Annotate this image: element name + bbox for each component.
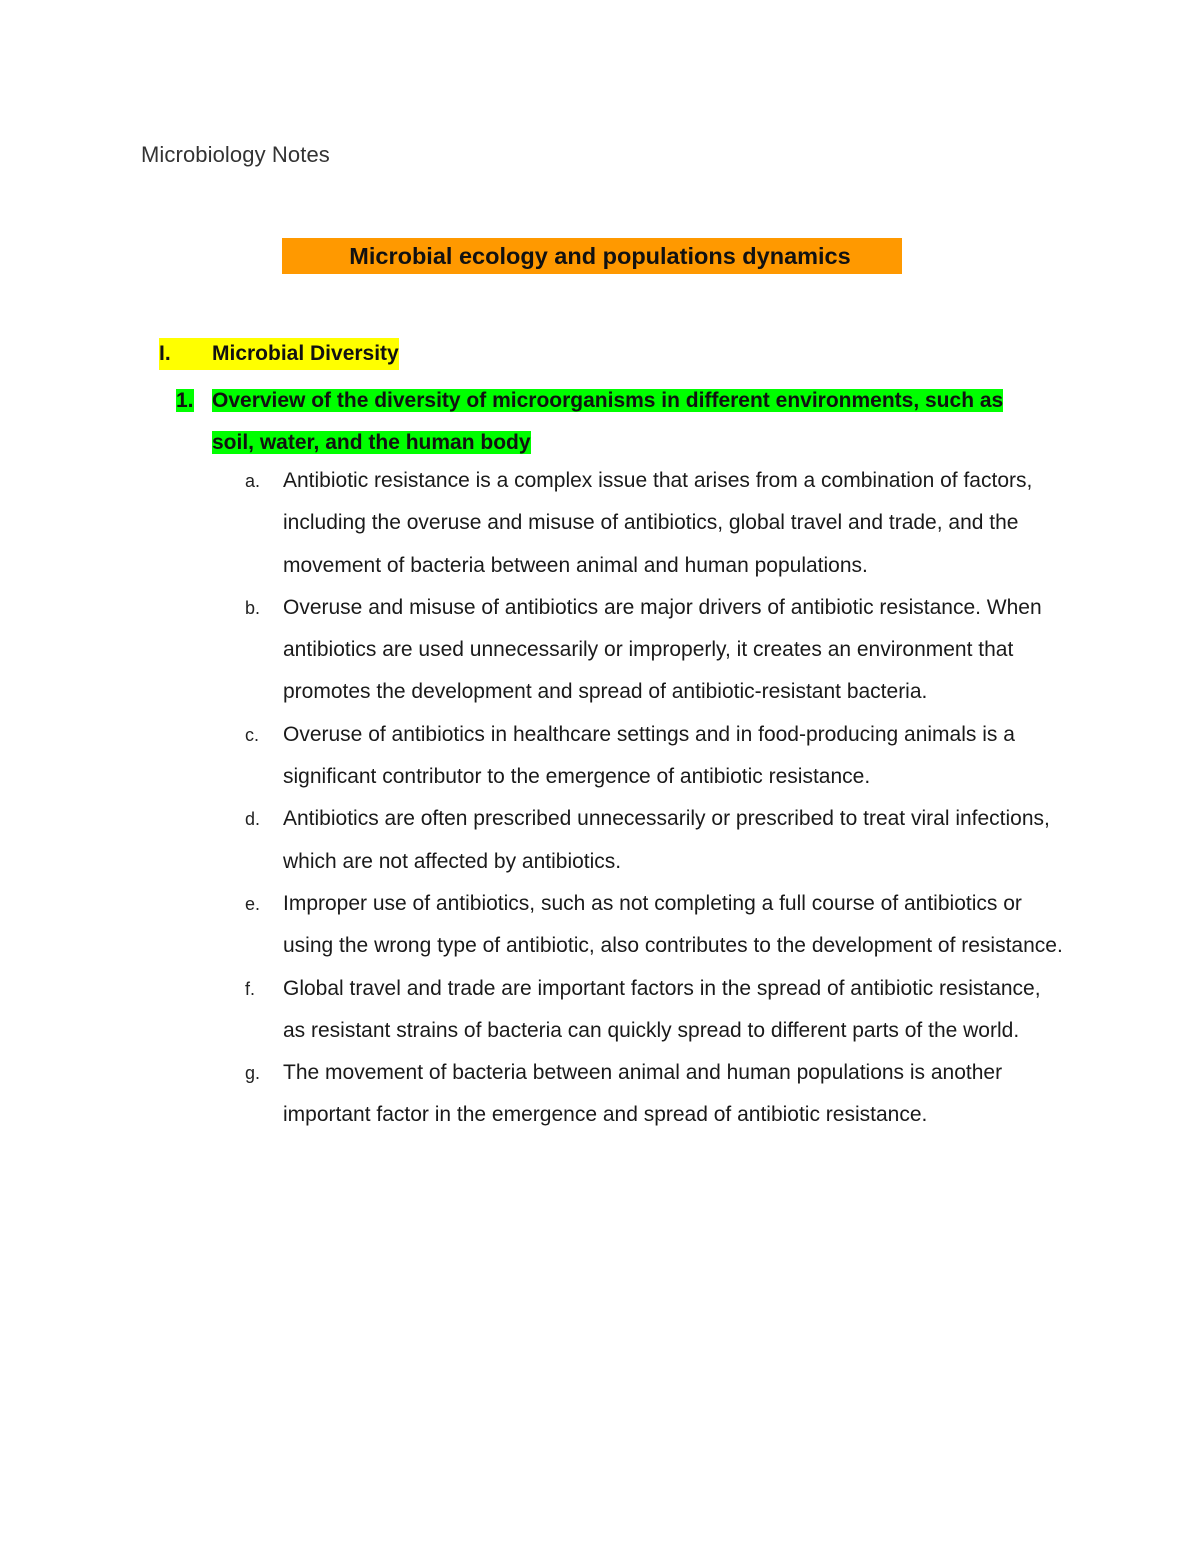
- section-label: Microbial Diversity: [212, 338, 399, 370]
- list-item: [245, 460, 1065, 587]
- list-item-text: Overuse and misuse of antibiotics are major drivers of antibiotic resistance. When antibiotics are used unnecessarily or improperly, it creates an environment that promotes the development and spread of antibiotic-resistant bacteria.: [283, 595, 1042, 704]
- list-item-text: Improper use of antibiotics, such as not completing a full course of antibiotics or using the wrong type of antibiotic, also contributes to the development of resistance.: [283, 891, 1063, 958]
- subsection-line: soil, water, and the human body: [212, 431, 531, 454]
- list-item-marker: b.: [245, 597, 261, 618]
- list-item-text: Antibiotic resistance is a complex issue that arises from a combination of factors, including the overuse and misuse of antibiotics, global travel and trade, and the movement of bacteria between animal and human populations.: [283, 469, 1033, 577]
- list-item-marker: e.: [245, 893, 261, 914]
- subsection-line: Overview of the diversity of microorganisms in different environments, such as: [212, 389, 1004, 412]
- list-item-marker: d.: [245, 809, 261, 830]
- list-item-text: The movement of bacteria between animal and human populations is another important factor in the emergence and spread of antibiotic resistance.: [283, 1061, 1003, 1127]
- list-item-marker: g.: [245, 1063, 261, 1084]
- document-title: Microbial ecology and populations dynamics: [282, 238, 902, 274]
- list-item: [245, 714, 1065, 799]
- list-item-marker: f.: [245, 978, 256, 999]
- subsection-marker: 1.: [176, 389, 194, 412]
- list-item-marker: a.: [245, 471, 261, 491]
- list-item-text: Overuse of antibiotics in healthcare settings and in food-producing animals is a significant contributor to the emergence of antibiotic resistance.: [283, 722, 1015, 789]
- list-item-text: Antibiotics are often prescribed unnecessarily or prescribed to treat viral infections, which are not affected by antibiotics.: [283, 807, 1050, 873]
- list-item: [245, 1052, 1065, 1137]
- subsection-text: [212, 380, 1072, 464]
- list-item: [245, 968, 1065, 1053]
- list-item: [245, 798, 1065, 883]
- bullet-list: [245, 460, 1065, 1137]
- list-item-text: Global travel and trade are important factors in the spread of antibiotic resistance, as resistant strains of bacteria can quickly spread to different parts of the world.: [283, 976, 1041, 1042]
- document-header: Microbiology Notes: [141, 142, 330, 167]
- list-item-marker: c.: [245, 724, 260, 745]
- list-item: [245, 883, 1065, 968]
- section-marker: I.: [159, 338, 212, 370]
- list-item: [245, 587, 1065, 714]
